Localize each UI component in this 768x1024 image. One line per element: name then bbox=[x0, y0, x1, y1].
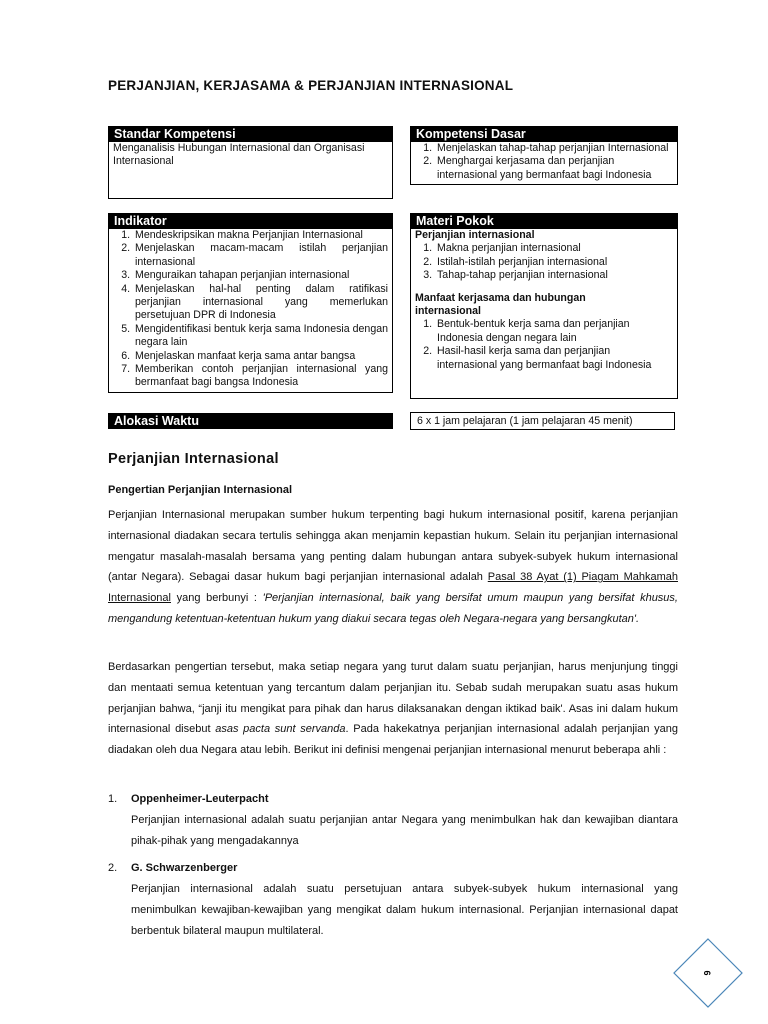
list-item: 7. Memberikan contoh perjanjian internasional yang bermanfaat bagi bangsa Indonesia bbox=[133, 363, 388, 390]
paragraph-1 bbox=[108, 505, 678, 630]
definition-number: 2. bbox=[108, 862, 118, 874]
definition-name: Oppenheimer-Leuterpacht bbox=[131, 793, 269, 805]
list-item: 2. Menjelaskan macam-macam istilah perjanjian internasional bbox=[133, 242, 388, 269]
standar-kompetensi-heading: Standar Kompetensi bbox=[108, 126, 393, 142]
standar-kompetensi-box bbox=[108, 126, 393, 199]
indikator-box bbox=[108, 213, 393, 393]
list-item: 5. Mengidentifikasi bentuk kerja sama Indonesia dengan negara lain bbox=[133, 323, 388, 350]
list-item: 3. Tahap-tahap perjanjian internasional bbox=[435, 269, 673, 282]
kompetensi-dasar-heading: Kompetensi Dasar bbox=[410, 126, 678, 142]
page-number-text: 6 bbox=[702, 970, 712, 976]
paragraph-text: Perjanjian Internasional merupakan sumber hukum terpenting bagi hukum internasional positif, karena perjanjian internasional diadakan secara tertulis sehingga akan menjamin kepastian hukum. Selain itu perjanjian internasional mengatur masalah-masalah bersama yang penting dalam hubungan antara subyek-subyek hukum internasional (antar Negara). Sebagai dasar hukum bagi perjanjian internasional adalah bbox=[108, 509, 678, 584]
list-item: 1. Makna perjanjian internasional bbox=[435, 242, 673, 255]
legal-reference-link[interactable]: Pasal 38 Ayat (1) Piagam Mahkamah Internasional bbox=[108, 571, 678, 605]
list-item: 4. Menjelaskan hal-hal penting dalam ratifikasi perjanjian internasional yang memerlukan persetujuan DPR di Indonesia bbox=[133, 283, 388, 323]
list-item: 3. Menguraikan tahapan perjanjian internasional bbox=[133, 269, 388, 282]
quote-text: 'Perjanjian internasional, baik yang bersifat umum maupun yang bersifat khusus, mengandung ketentuan-ketentuan hukum yang diakui secara tegas oleh Negara-negara yang bersangkutan'. bbox=[108, 592, 678, 625]
standar-kompetensi-body bbox=[108, 142, 393, 199]
standar-kompetensi-text: Menganalisis Hubungan Internasional dan Organisasi Internasional bbox=[113, 142, 365, 168]
list-item: 6. Menjelaskan manfaat kerja sama antar bangsa bbox=[133, 350, 388, 363]
alokasi-waktu-box bbox=[108, 413, 393, 429]
list-item: 1. Mendeskripsikan makna Perjanjian Internasional bbox=[133, 229, 388, 242]
paragraph-text: Berdasarkan pengertian tersebut, maka setiap negara yang turut dalam suatu perjanjian, harus menjunjung tinggi dan mentaati semua ketentuan yang tercantum dalam perjanjian itu. Sebab sudah merupakan suatu asas hukum perjanjian bahwa, “janji itu mengikat para pihak dan harus dilaksanakan dengan iktikad baik'. Asas ini dalam hukum internasional disebut bbox=[108, 661, 678, 736]
definition-number: 1. bbox=[108, 793, 118, 805]
indikator-heading: Indikator bbox=[108, 213, 393, 229]
definition-text: Perjanjian internasional adalah suatu perjanjian antar Negara yang menimbulkan hak dan kewajiban diantara pihak-pihak yang mengadakannya bbox=[131, 814, 678, 847]
list-item: 1. Menjelaskan tahap-tahap perjanjian Internasional bbox=[435, 142, 673, 155]
list-item: 2. Hasil-hasil kerja sama dan perjanjian internasional yang bermanfaat bagi Indonesia bbox=[435, 345, 673, 372]
materi-pokok-body bbox=[410, 229, 678, 399]
materi-subheading: Perjanjian internasional bbox=[415, 229, 535, 241]
alokasi-waktu-heading: Alokasi Waktu bbox=[108, 413, 393, 429]
paragraph-text: yang berbunyi : bbox=[171, 592, 263, 605]
list-item: 2. Menghargai kerjasama dan perjanjian internasional yang bermanfaat bagi Indonesia bbox=[435, 155, 673, 182]
paragraph-text: . Pada hakekatnya perjanjian internasional adalah perjanjian yang diadakan oleh dua Negara atau lebih. Berikut ini definisi mengenai perjanjian internasional menurut beberapa ahli : bbox=[108, 723, 679, 757]
page-number-marker bbox=[672, 937, 744, 1009]
materi-subheading: Manfaat kerjasama dan hubungan internasional bbox=[415, 291, 586, 318]
alokasi-waktu-value: 6 x 1 jam pelajaran (1 jam pelajaran 45 menit) bbox=[410, 412, 675, 430]
definition-text: Perjanjian internasional adalah suatu persetujuan antara subyek-subyek hukum internasional yang menimbulkan kewajiban-kewajiban yang mengikat dalam hukum internasional. Perjanjian internasional dapat berbentuk bilateral maupun multilateral. bbox=[131, 883, 678, 937]
materi-pokok-box bbox=[410, 213, 678, 399]
section-title: Perjanjian Internasional bbox=[108, 451, 279, 467]
kompetensi-dasar-box bbox=[410, 126, 678, 185]
subsection-title: Pengertian Perjanjian Internasional bbox=[108, 484, 292, 496]
paragraph-2 bbox=[108, 657, 678, 761]
list-item: 1. Bentuk-bentuk kerja sama dan perjanjian Indonesia dengan negara lain bbox=[435, 318, 673, 345]
document-title: PERJANJIAN, KERJASAMA & PERJANJIAN INTERNASIONAL bbox=[108, 77, 514, 94]
italic-term: asas pacta sunt servanda bbox=[215, 723, 346, 736]
definition-name: G. Schwarzenberger bbox=[131, 862, 238, 874]
materi-pokok-heading: Materi Pokok bbox=[410, 213, 678, 229]
list-item: 2. Istilah-istilah perjanjian internasional bbox=[435, 256, 673, 269]
indikator-body bbox=[108, 229, 393, 393]
kompetensi-dasar-body bbox=[410, 142, 678, 185]
